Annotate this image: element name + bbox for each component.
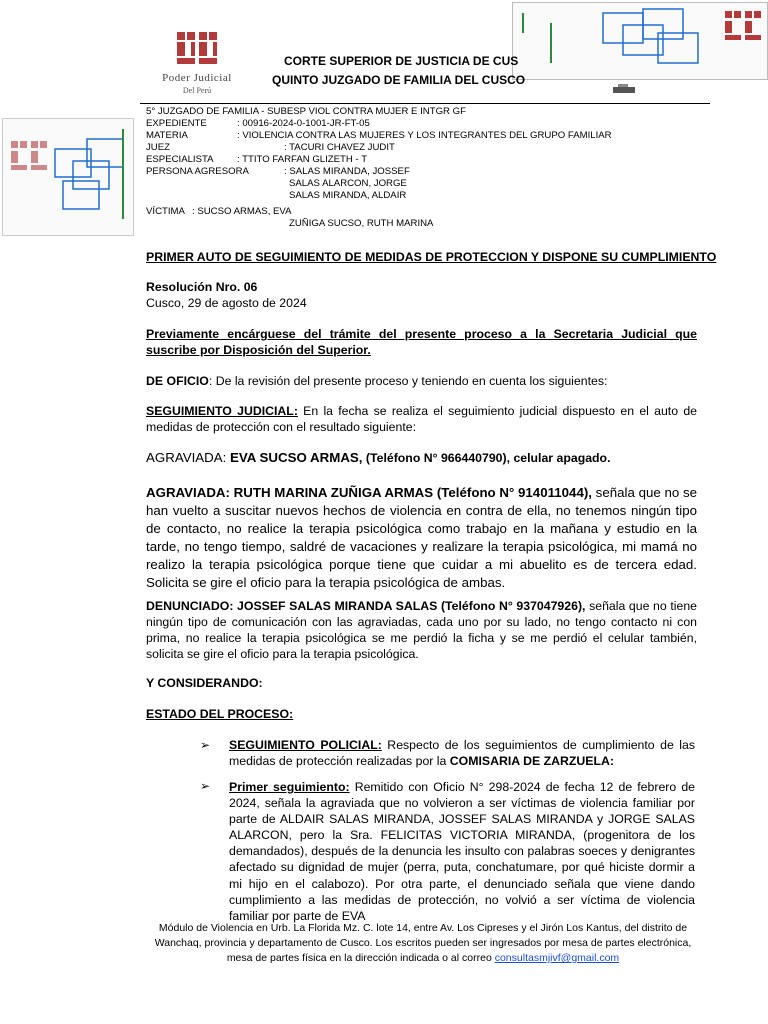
bullet-policial-text: Respecto de los seguimientos de cumplimiento de las medidas de protección realizadas por la — [229, 738, 695, 768]
agraviada2-paragraph — [146, 484, 697, 592]
victima-value-1: : SUCSO ARMAS, EVA — [192, 206, 292, 217]
especialista-label: ESPECIALISTA — [146, 154, 214, 165]
victima-value-2: ZUÑIGA SUCSO, RUTH MARINA — [289, 218, 434, 229]
court-name: CORTE SUPERIOR DE JUSTICIA DE CUS — [284, 54, 519, 68]
court-subname: QUINTO JUZGADO DE FAMILIA DEL CUSCO — [272, 73, 526, 87]
seguimiento-text: En la fecha se realiza el seguimiento judicial dispuesto en el auto de medidas de protección con el resultado siguiente: — [146, 404, 697, 434]
agresora-label: PERSONA AGRESORA — [146, 166, 249, 177]
agraviada1-phone: (Teléfono N° 966440790), celular apagado. — [362, 451, 611, 465]
de-oficio-label: DE OFICIO — [146, 374, 209, 388]
document-title: PRIMER AUTO DE SEGUIMIENTO DE MEDIDAS DE PROTECCION Y DISPONE SU CUMPLIMIENTO — [146, 250, 717, 264]
agresora-value-2: SALAS ALARCON, JORGE — [289, 178, 407, 189]
bullet-policial-label: SEGUIMIENTO POLICIAL: — [229, 738, 382, 752]
seguimiento-paragraph — [146, 404, 697, 436]
denunciado-head: DENUNCIADO: JOSSEF SALAS MIRANDA SALAS (Teléfono N° 937047926), — [146, 599, 586, 613]
agraviada2-text: señala que no se han vuelto a suscitar nuevos hechos de violencia en contra de ella, no tenemos ningún tipo de contacto, no realice la terapia psicológica como trabajo en la mañana y estudio en la tarde, no tengo tiempo, saldré de vacaciones y realizare la terapia psicológica, mi mamá no realizo la terapia psicológica porque tiene que cuidar a mi abuelito es de tercera edad. Solicita se gire el oficio para la terapia psicológica de ambas. — [146, 485, 697, 590]
seguimiento-label: SEGUIMIENTO JUDICIAL: — [146, 404, 298, 418]
agresora-value-3: SALAS MIRANDA, ALDAIR — [289, 190, 407, 201]
poder-judicial-emblem-icon — [177, 32, 217, 70]
bullet-primer-seguimiento — [229, 779, 695, 924]
agraviada1-line — [146, 450, 706, 467]
footer-text: Módulo de Violencia en Urb. La Florida Mz. C. lote 14, entre Av. Los Cipreses y el Jirón Los Kantus, del distrito de Wanchaq, provincia y departamento de Cusco. Los escritos pueden ser ingresados por mesa de partes electrónica, mesa de partes física en la dirección indicada o al correo — [154, 922, 692, 964]
bullet-primer-label: Primer seguimiento: — [229, 780, 350, 794]
watermark-image-left — [2, 118, 134, 236]
arrow-bullet-icon: ➢ — [200, 779, 211, 793]
juez-label: JUEZ — [146, 142, 170, 153]
especialista-value: : TTITO FARFAN GLIZETH - T — [237, 154, 368, 165]
bullet-policial-comisaria: COMISARIA DE ZARZUELA: — [449, 753, 614, 768]
materia-label: MATERIA — [146, 130, 188, 141]
agraviada1-name: EVA SUCSO ARMAS, — [230, 450, 363, 465]
estado-heading: ESTADO DEL PROCESO: — [146, 707, 294, 721]
previamente-paragraph: Previamente encárguese del trámite del presente proceso a la Secretaria Judicial que suscribe por Disposición del Superior. — [146, 327, 697, 357]
resolucion-number: Resolución Nro. 06 — [146, 280, 258, 294]
agraviada2-head: AGRAVIADA: RUTH MARINA ZUÑIGA ARMAS (Teléfono N° 914011044), — [146, 485, 592, 500]
agraviada1-label: AGRAVIADA: — [146, 450, 230, 465]
bullet-policial — [229, 738, 695, 770]
header-divider — [140, 103, 710, 104]
logo-subtext: Del Perú — [182, 86, 212, 95]
poder-judicial-logo — [142, 32, 252, 104]
materia-value: : VIOLENCIA CONTRA LAS MUJERES Y LOS INTEGRANTES DEL GRUPO FAMILIAR — [237, 130, 612, 141]
arrow-bullet-icon: ➢ — [200, 738, 211, 752]
bullet-primer-text: Remitido con Oficio N° 298-2024 de fecha 12 de febrero de 2024, señala la agraviada que no volvieron a ser víctimas de violencia familiar por parte de ALDAIR SALAS MIRANDA, JOSSEF SALAS MIRANDA y JORGE SALAS ALARCON, pero la Sra. FELICITAS VICTORIA MIRANDA, (progenitora de los demandados), después de la denuncia les insulto con palabras soeces y denigrantes afectado su dignidad de mujer (perra, puta, conchatumare, por qué hiciste dormir a mi hijo en el calabozo). Por otra parte, el denunciado señala que viene dando cumplimiento a las medidas de protección, no volvió a ser víctima de violencia familiar por parte de EVA — [229, 780, 695, 923]
de-oficio-paragraph — [146, 374, 697, 390]
agresora-value-1: : SALAS MIRANDA, JOSSEF — [284, 166, 410, 177]
denunciado-text: señala que no tiene ningún tipo de comunicación con las agraviadas, cada uno por su lado, no tengo contacto ni con prima, no realice la terapia psicológica se me perdió la ficha y se me perdió el celular también, solicita se gire el oficio para la terapia psicológica. — [146, 599, 697, 661]
footer-email-link[interactable]: consultasmjivf@gmail.com — [494, 952, 620, 964]
resolucion-date: Cusco, 29 de agosto de 2024 — [146, 296, 307, 310]
considerando-heading: Y CONSIDERANDO: — [146, 676, 263, 690]
expediente-value: : 00916-2024-0-1001-JR-FT-05 — [237, 118, 370, 129]
seal-icon — [612, 82, 638, 94]
case-court: 5° JUZGADO DE FAMILIA - SUBESP VIOL CONTRA MUJER E INTGR GF — [146, 106, 466, 117]
expediente-label: EXPEDIENTE — [146, 118, 207, 129]
watermark-image-top — [512, 2, 768, 80]
de-oficio-text: : De la revisión del presente proceso y teniendo en cuenta los siguientes: — [208, 374, 608, 388]
juez-value: : TACURI CHAVEZ JUDIT — [284, 142, 395, 153]
victima-label: VÍCTIMA — [146, 206, 185, 217]
denunciado-paragraph — [146, 598, 697, 662]
page-footer — [145, 921, 701, 966]
logo-text: Poder Judicial — [162, 72, 232, 84]
